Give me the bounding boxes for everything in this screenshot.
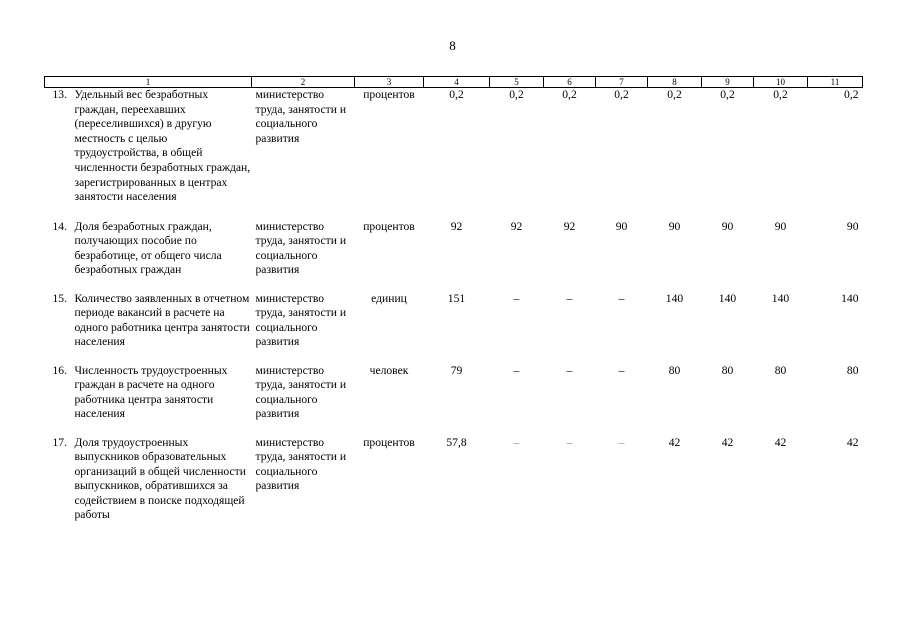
value-cell: 80 — [668, 363, 681, 377]
responsible-ministry: министерство труда, занятости и социального развития — [255, 363, 347, 421]
value-cell: 90 — [615, 219, 628, 233]
value-cell: 0,2 — [562, 88, 577, 101]
responsible-ministry: министерство труда, занятости и социального развития — [255, 291, 347, 349]
table-row — [45, 436, 863, 526]
value-cell: – — [513, 435, 520, 449]
column-number: 6 — [544, 77, 596, 88]
column-number: 9 — [702, 77, 754, 88]
indicator-name-cell — [45, 436, 252, 526]
column-number: 2 — [252, 77, 355, 88]
indicator-name: Доля безработных граждан, получающих пособие по безработице, от общего числа безработных граждан — [74, 219, 222, 277]
table-row — [45, 364, 863, 436]
indicator-name-cell — [45, 88, 252, 220]
indicator-name: Доля трудоустроенных выпускников образовательных организаций в общей численности выпускников, обратившихся за содействием в поиске подходящей работы — [74, 435, 246, 522]
row-number: 16. — [52, 363, 67, 377]
value-cell: 140 — [771, 291, 790, 305]
responsible-ministry: министерство труда, занятости и социального развития — [255, 219, 347, 277]
unit-of-measure: процентов — [363, 435, 415, 449]
value-cell: 0,2 — [449, 88, 464, 101]
value-cell: – — [618, 363, 625, 377]
value-cell: 80 — [774, 363, 787, 377]
row-number: 17. — [52, 435, 67, 449]
value-cell: 0,2 — [614, 88, 629, 101]
value-cell: 42 — [668, 435, 681, 449]
value-cell: 151 — [447, 291, 466, 305]
indicator-name: Численность трудоустроенных граждан в расчете на одного работника центра занятости населения — [74, 363, 228, 421]
value-cell: – — [513, 363, 520, 377]
column-number: 3 — [355, 77, 424, 88]
indicator-name: Удельный вес безработных граждан, переехавших (переселившихся) в другую местность с целью трудоустройства, в общей численности безработных граждан, зарегистрированных в центрах занятости населения — [74, 88, 251, 204]
value-cell: – — [618, 291, 625, 305]
table-row — [45, 220, 863, 292]
value-cell: 42 — [774, 435, 787, 449]
table-row — [45, 88, 863, 220]
value-cell: 90 — [846, 219, 859, 233]
value-cell: 92 — [563, 219, 576, 233]
indicator-name-cell — [45, 292, 252, 364]
column-number: 4 — [424, 77, 490, 88]
unit-of-measure: человек — [369, 363, 409, 377]
value-cell: 79 — [450, 363, 463, 377]
responsible-ministry: министерство труда, занятости и социального развития — [255, 435, 347, 493]
indicator-name: Количество заявленных в отчетном периоде вакансий в расчете на одного работника центра занятости населения — [74, 291, 250, 349]
value-cell: 0,2 — [509, 88, 524, 101]
column-number: 7 — [596, 77, 648, 88]
value-cell: 80 — [721, 363, 734, 377]
row-number: 13. — [52, 88, 67, 101]
value-cell: 140 — [718, 291, 737, 305]
row-number: 14. — [52, 219, 67, 233]
column-number: 11 — [808, 77, 863, 88]
value-cell: 92 — [510, 219, 523, 233]
value-cell: – — [513, 291, 520, 305]
column-number: 10 — [754, 77, 808, 88]
responsible-ministry: министерство труда, занятости и социального развития — [255, 88, 347, 145]
value-cell: 90 — [774, 219, 787, 233]
value-cell: – — [618, 435, 625, 449]
value-cell: 90 — [668, 219, 681, 233]
column-number: 1 — [45, 77, 252, 88]
value-cell: 57,8 — [446, 435, 467, 449]
indicator-name-cell — [45, 220, 252, 292]
indicators-table — [44, 76, 863, 526]
indicator-name-cell — [45, 364, 252, 436]
table-row — [45, 292, 863, 364]
page-number: 8 — [449, 38, 456, 53]
value-cell: – — [566, 363, 573, 377]
column-number: 8 — [648, 77, 702, 88]
value-cell: 42 — [846, 435, 859, 449]
row-number: 15. — [52, 291, 67, 305]
column-number-row — [45, 77, 863, 88]
value-cell: 140 — [841, 291, 859, 305]
column-number: 5 — [490, 77, 544, 88]
value-cell: 140 — [665, 291, 684, 305]
value-cell: 0,2 — [667, 88, 682, 101]
value-cell: 0,2 — [773, 88, 788, 101]
value-cell: 80 — [846, 363, 859, 377]
value-cell: 42 — [721, 435, 734, 449]
unit-of-measure: единиц — [371, 291, 407, 305]
value-cell: 92 — [450, 219, 463, 233]
unit-of-measure: процентов — [363, 219, 415, 233]
value-cell: 90 — [721, 219, 734, 233]
value-cell: – — [566, 291, 573, 305]
value-cell: 0,2 — [720, 88, 735, 101]
unit-of-measure: процентов — [363, 88, 415, 101]
value-cell: 0,2 — [844, 88, 859, 101]
value-cell: – — [566, 435, 573, 449]
